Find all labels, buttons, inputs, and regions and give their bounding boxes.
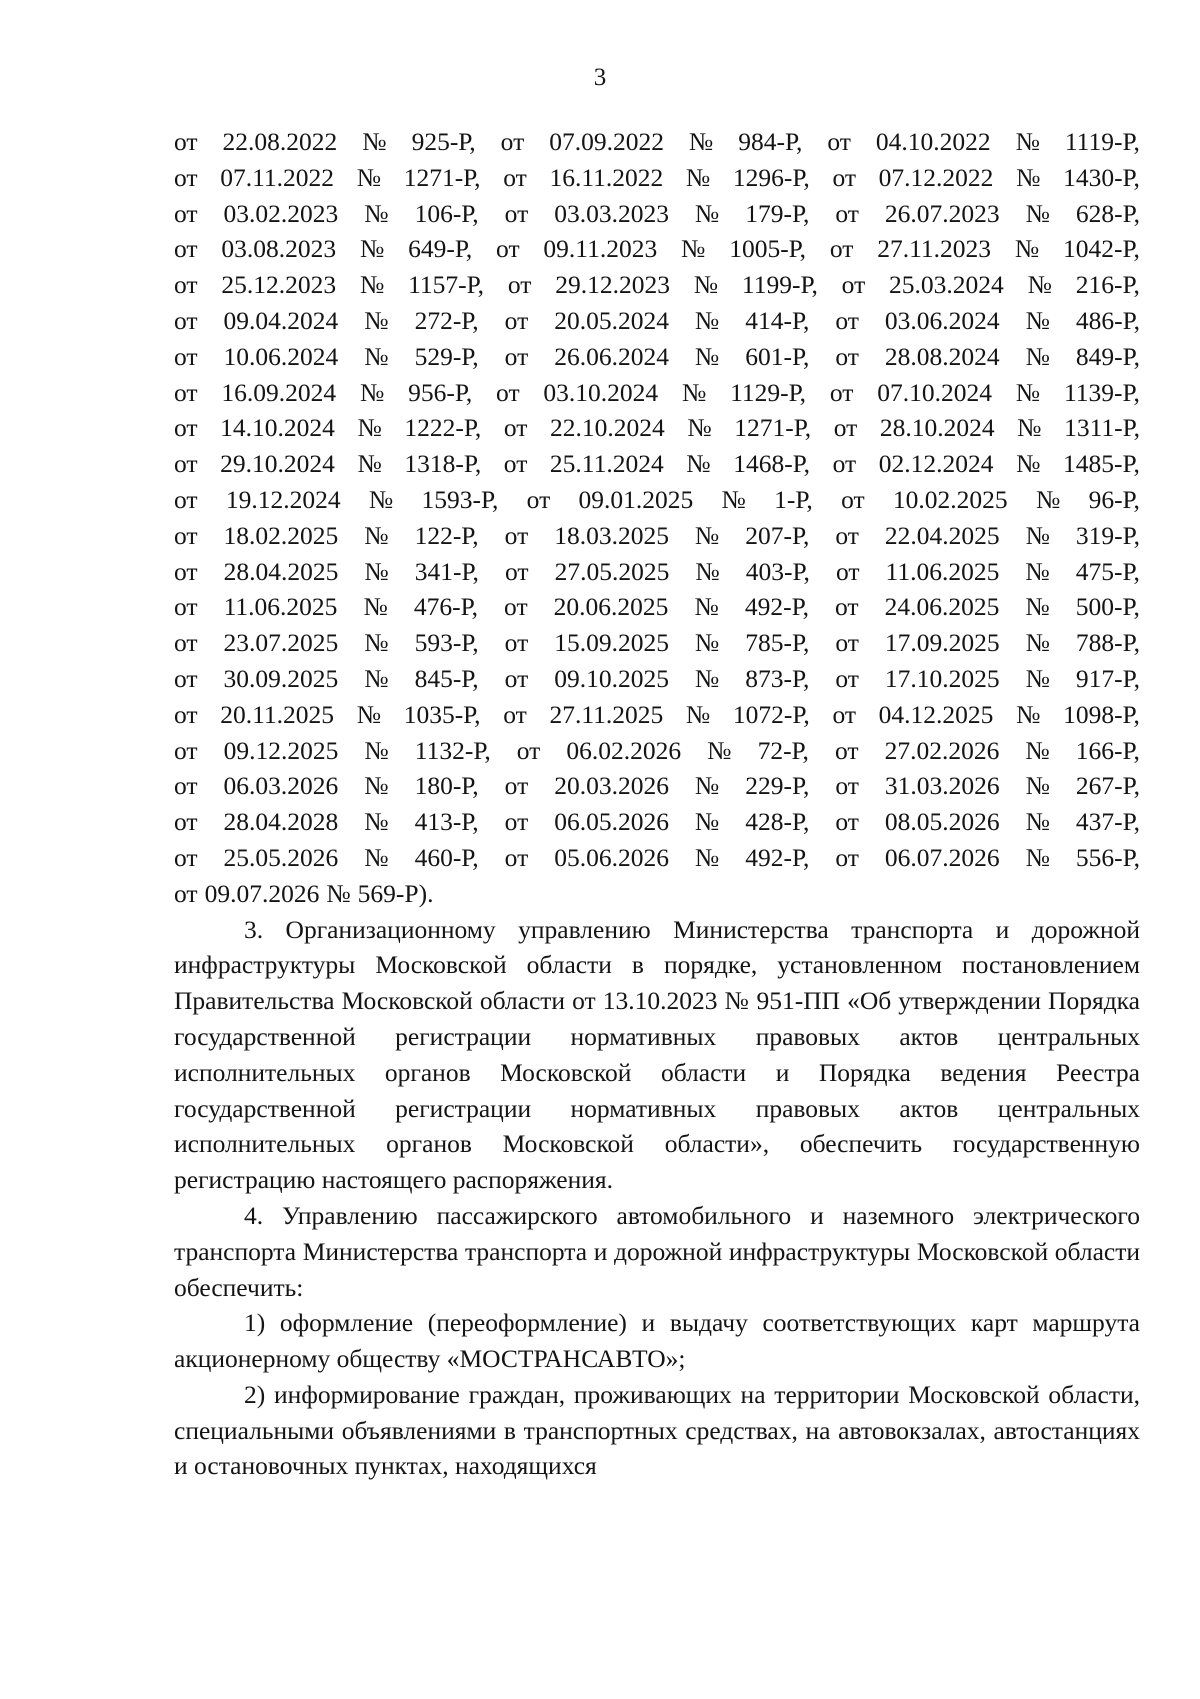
reference-token: от bbox=[174, 341, 198, 371]
reference-token: 11.06.2025 bbox=[885, 556, 1000, 586]
reference-token: № bbox=[1025, 592, 1050, 622]
reference-token: № bbox=[357, 413, 382, 443]
reference-token: № bbox=[695, 556, 720, 586]
reference-line bbox=[174, 124, 1140, 160]
reference-token: от bbox=[503, 699, 527, 729]
reference-token: № bbox=[1016, 699, 1041, 729]
reference-token: № bbox=[356, 162, 382, 192]
reference-token: № bbox=[364, 341, 389, 371]
reference-token: 25.03.2024 bbox=[889, 270, 1004, 300]
reference-token: № bbox=[1025, 520, 1050, 550]
reference-token: 1157-Р, bbox=[408, 270, 485, 300]
paragraph-4: 4. Управлению пассажирского автомобильного и наземного электрического транспорта Министерства транспорта и дорожной инфраструктуры Московской области обеспечить: bbox=[174, 1200, 1140, 1302]
reference-token: от bbox=[829, 377, 854, 407]
reference-token: от bbox=[174, 663, 198, 693]
reference-token: № bbox=[694, 520, 720, 550]
paragraph-3: 3. Организационному управлению Министерства транспорта и дорожной инфраструктуры Московской области в порядке, установленном постановлением Правительства Московской области от 13.10.2023 № 951-ПП «Об утверждении Порядка государственной регистрации нормативных правовых актов центральных исполнительных органов Московской области и Порядка ведения Реестра государственной регистрации нормативных правовых актов центральных исполнительных органов Московской области», обеспечить государственную регистрацию настоящего распоряжения. bbox=[174, 914, 1140, 1195]
reference-token: 1296-Р, bbox=[732, 162, 810, 192]
reference-token: от bbox=[504, 628, 529, 658]
reference-token: 428-Р, bbox=[745, 807, 810, 837]
reference-token: 25.12.2023 bbox=[221, 270, 337, 300]
reference-token: от bbox=[174, 556, 198, 586]
reference-token: № bbox=[356, 699, 382, 729]
reference-token: от bbox=[827, 127, 851, 156]
reference-token: 27.11.2023 bbox=[877, 234, 992, 264]
reference-token: 96-Р, bbox=[1088, 484, 1140, 514]
reference-token: 17.09.2025 bbox=[884, 628, 1000, 658]
reference-token: 08.05.2026 bbox=[884, 807, 1000, 837]
reference-token: от bbox=[503, 449, 528, 479]
reference-token: № bbox=[1025, 628, 1050, 658]
reference-token: 25.11.2024 bbox=[549, 449, 664, 479]
reference-token: от bbox=[504, 198, 529, 228]
reference-token: 925-Р, bbox=[411, 127, 476, 156]
reference-line bbox=[174, 840, 1140, 876]
reference-token: 22.10.2024 bbox=[549, 413, 665, 443]
reference-token: 1485-Р, bbox=[1062, 449, 1140, 479]
reference-token: 27.05.2025 bbox=[554, 556, 670, 586]
reference-token: 06.05.2026 bbox=[554, 807, 669, 837]
reference-line-last bbox=[174, 876, 1140, 912]
reference-token: от bbox=[174, 162, 198, 192]
document-body bbox=[174, 124, 1140, 1484]
reference-token: № bbox=[694, 628, 720, 658]
reference-token: от bbox=[832, 699, 856, 729]
reference-token: 229-Р, bbox=[745, 771, 810, 801]
reference-token: № bbox=[685, 162, 711, 192]
reference-token: 1271-Р, bbox=[734, 413, 812, 443]
reference-token: 1129-Р, bbox=[730, 377, 807, 407]
reference-token: от bbox=[503, 413, 528, 443]
reference-token: 26.07.2023 bbox=[884, 198, 1000, 228]
reference-token: от bbox=[504, 663, 529, 693]
reference-token: 04.10.2022 bbox=[875, 127, 991, 156]
reference-line bbox=[174, 303, 1140, 339]
reference-token: № bbox=[359, 270, 385, 300]
reference-token: 569-Р). bbox=[357, 878, 434, 908]
reference-token: 04.12.2025 bbox=[878, 699, 994, 729]
reference-line bbox=[174, 697, 1140, 733]
reference-token: 09.11.2023 bbox=[543, 234, 658, 264]
reference-token: от bbox=[496, 377, 520, 407]
reference-token: 1005-Р, bbox=[729, 234, 807, 264]
reference-token: № bbox=[368, 484, 394, 514]
reference-token: № bbox=[1025, 663, 1050, 693]
reference-line bbox=[174, 518, 1140, 554]
reference-token: 07.11.2022 bbox=[220, 162, 335, 192]
reference-token: 341-Р, bbox=[414, 556, 479, 586]
reference-token: от bbox=[841, 270, 866, 300]
reference-token: № bbox=[1016, 162, 1041, 192]
reference-token: 15.09.2025 bbox=[554, 628, 669, 658]
reference-token: № bbox=[364, 735, 389, 765]
reference-token: № bbox=[694, 663, 720, 693]
reference-token: 1468-Р, bbox=[733, 449, 811, 479]
reference-line bbox=[174, 410, 1140, 446]
reference-token: № bbox=[364, 520, 389, 550]
reference-token: 1-Р, bbox=[774, 484, 813, 514]
reference-token: № bbox=[359, 377, 385, 407]
reference-token: 20.03.2026 bbox=[554, 771, 669, 801]
reference-token: от bbox=[504, 341, 529, 371]
reference-token: от bbox=[834, 735, 859, 765]
reference-token: 27.02.2026 bbox=[884, 735, 1000, 765]
reference-token: 179-Р, bbox=[745, 198, 810, 228]
reference-token: от bbox=[835, 663, 859, 693]
reference-line bbox=[174, 482, 1140, 518]
reference-token: 16.11.2022 bbox=[549, 162, 664, 192]
reference-token: № bbox=[1025, 341, 1050, 371]
reference-token: 216-Р, bbox=[1075, 270, 1140, 300]
reference-token: 492-Р, bbox=[745, 842, 810, 872]
reference-token: 1311-Р, bbox=[1064, 413, 1140, 443]
reference-token: № bbox=[1015, 127, 1040, 156]
reference-token: 166-Р, bbox=[1075, 735, 1140, 765]
reference-token: от bbox=[504, 842, 529, 872]
reference-token: № bbox=[721, 484, 746, 514]
reference-token: 1222-Р, bbox=[404, 413, 482, 443]
reference-token: 19.12.2024 bbox=[225, 484, 341, 514]
reference-token: 1072-Р, bbox=[732, 699, 810, 729]
reference-token: № bbox=[681, 234, 706, 264]
reference-line bbox=[174, 625, 1140, 661]
reference-token: 11.06.2025 bbox=[223, 592, 338, 622]
reference-token: 05.06.2026 bbox=[554, 842, 669, 872]
reference-token: 18.02.2025 bbox=[223, 520, 339, 550]
reference-token: 09.12.2025 bbox=[223, 735, 339, 765]
reference-token: 984-Р, bbox=[738, 127, 803, 156]
reference-token: 917-Р, bbox=[1075, 663, 1140, 693]
reference-token: от bbox=[835, 842, 859, 872]
reference-token: 849-Р, bbox=[1075, 341, 1140, 371]
reference-token: 06.03.2026 bbox=[223, 771, 339, 801]
reference-token: № bbox=[1014, 234, 1040, 264]
reference-token: 1271-Р, bbox=[403, 162, 481, 192]
reference-token: 1119-Р, bbox=[1064, 127, 1140, 156]
reference-token: 413-Р, bbox=[414, 807, 479, 837]
reference-token: 03.06.2024 bbox=[884, 305, 1000, 335]
reference-token: от bbox=[174, 699, 198, 729]
reference-token: № bbox=[364, 663, 389, 693]
reference-token: 20.05.2024 bbox=[554, 305, 669, 335]
reference-token: 03.03.2023 bbox=[554, 198, 669, 228]
reference-token: № bbox=[681, 377, 707, 407]
reference-token: 1318-Р, bbox=[404, 449, 482, 479]
reference-token: № bbox=[694, 807, 720, 837]
reference-token: от bbox=[174, 377, 198, 407]
reference-token: 31.03.2026 bbox=[884, 771, 1000, 801]
reference-token: 414-Р, bbox=[745, 305, 810, 335]
reference-token: № bbox=[1025, 807, 1050, 837]
reference-token: 09.07.2026 bbox=[204, 878, 320, 908]
reference-token: 16.09.2024 bbox=[221, 377, 337, 407]
reference-token: 26.06.2024 bbox=[554, 341, 669, 371]
reference-token: от bbox=[496, 234, 520, 264]
reference-token: от bbox=[833, 413, 858, 443]
reference-token: № bbox=[1017, 413, 1042, 443]
reference-token: 18.03.2025 bbox=[554, 520, 669, 550]
reference-token: 03.10.2024 bbox=[543, 377, 659, 407]
reference-token: 09.04.2024 bbox=[223, 305, 339, 335]
reference-token: от bbox=[835, 807, 859, 837]
reference-token: № bbox=[362, 127, 387, 156]
reference-token: от bbox=[500, 127, 525, 156]
reference-token: № bbox=[1035, 484, 1061, 514]
reference-token: от bbox=[841, 484, 865, 514]
reference-token: № bbox=[1025, 842, 1050, 872]
reference-token: № bbox=[686, 449, 711, 479]
reference-token: 29.10.2024 bbox=[220, 449, 335, 479]
reference-token: 24.06.2025 bbox=[884, 592, 1000, 622]
reference-token: 788-Р, bbox=[1075, 628, 1140, 658]
reference-token: от bbox=[174, 807, 198, 837]
reference-token: 03.08.2023 bbox=[221, 234, 337, 264]
reference-token: от bbox=[174, 127, 198, 156]
reference-token: 437-Р, bbox=[1075, 807, 1140, 837]
reference-token: от bbox=[174, 735, 198, 765]
reference-token: от bbox=[504, 592, 528, 622]
reference-token: 28.04.2025 bbox=[223, 556, 339, 586]
reference-token: от bbox=[174, 771, 198, 801]
reference-token: 956-Р, bbox=[408, 377, 473, 407]
reference-token: от bbox=[835, 556, 860, 586]
reference-token: 556-Р, bbox=[1075, 842, 1140, 872]
reference-token: 785-Р, bbox=[745, 628, 810, 658]
reference-token: от bbox=[174, 842, 198, 872]
reference-token: 30.09.2025 bbox=[223, 663, 339, 693]
reference-token: 529-Р, bbox=[414, 341, 479, 371]
reference-line bbox=[174, 339, 1140, 375]
reference-token: № bbox=[694, 341, 720, 371]
reference-token: 475-Р, bbox=[1075, 556, 1140, 586]
reference-line bbox=[174, 733, 1140, 769]
reference-token: от bbox=[504, 305, 529, 335]
reference-token: № bbox=[1025, 556, 1050, 586]
reference-token: 09.10.2025 bbox=[554, 663, 669, 693]
reference-token: № bbox=[707, 735, 732, 765]
reference-token: от bbox=[504, 807, 529, 837]
reference-token: 319-Р, bbox=[1075, 520, 1140, 550]
reference-token: 1098-Р, bbox=[1063, 699, 1140, 729]
reference-token: 1035-Р, bbox=[403, 699, 481, 729]
reference-token: от bbox=[174, 628, 198, 658]
reference-token: 649-Р, bbox=[408, 234, 473, 264]
reference-token: 1430-Р, bbox=[1063, 162, 1140, 192]
reference-token: № bbox=[687, 413, 712, 443]
reference-token: от bbox=[174, 198, 198, 228]
reference-token: 28.10.2024 bbox=[879, 413, 995, 443]
reference-token: № bbox=[694, 842, 720, 872]
paragraph-4-item-2: 2) информирование граждан, проживающих на территории Московской области, специальными объявлениями в транспортных средствах, на автовокзалах, автостанциях и остановочных пунктах, находящихся bbox=[174, 1379, 1140, 1481]
reference-token: № bbox=[1027, 270, 1052, 300]
reference-token: 06.07.2026 bbox=[884, 842, 1000, 872]
reference-token: от bbox=[832, 449, 857, 479]
reference-token: от bbox=[835, 592, 859, 622]
reference-token: 25.05.2026 bbox=[223, 842, 339, 872]
paragraph-4-item-1: 1) оформление (переоформление) и выдачу соответствующих карт маршрута акционерному обществу «МОСТРАНСАВТО»; bbox=[174, 1308, 1140, 1374]
amendment-references bbox=[174, 124, 1140, 912]
reference-token: № bbox=[363, 592, 388, 622]
reference-token: от bbox=[835, 341, 859, 371]
reference-line bbox=[174, 589, 1140, 625]
reference-token: 20.06.2025 bbox=[553, 592, 669, 622]
reference-token: от bbox=[174, 878, 198, 908]
reference-line bbox=[174, 267, 1140, 303]
reference-token: № bbox=[359, 234, 385, 264]
reference-token: 09.01.2025 bbox=[578, 484, 694, 514]
reference-token: № bbox=[326, 878, 351, 908]
reference-token: от bbox=[174, 270, 198, 300]
reference-token: 07.09.2022 bbox=[549, 127, 664, 156]
reference-token: № bbox=[1025, 198, 1050, 228]
reference-token: от bbox=[835, 771, 859, 801]
reference-line bbox=[174, 375, 1140, 411]
reference-token: 1139-Р, bbox=[1063, 377, 1140, 407]
reference-token: № bbox=[1016, 449, 1041, 479]
reference-token: от bbox=[174, 449, 198, 479]
reference-token: 22.04.2025 bbox=[884, 520, 1000, 550]
reference-token: от bbox=[504, 520, 529, 550]
reference-token: 601-Р, bbox=[745, 341, 810, 371]
reference-token: 28.04.2028 bbox=[223, 807, 339, 837]
reference-token: № bbox=[364, 556, 389, 586]
reference-token: 28.08.2024 bbox=[884, 341, 1000, 371]
reference-token: 03.02.2023 bbox=[223, 198, 339, 228]
reference-token: 07.12.2022 bbox=[878, 162, 994, 192]
reference-token: 10.06.2024 bbox=[223, 341, 339, 371]
reference-token: от bbox=[174, 592, 198, 622]
reference-token: 180-Р, bbox=[414, 771, 479, 801]
reference-token: от bbox=[174, 520, 198, 550]
reference-token: 476-Р, bbox=[413, 592, 478, 622]
reference-line bbox=[174, 804, 1140, 840]
reference-token: 486-Р, bbox=[1075, 305, 1140, 335]
reference-token: 403-Р, bbox=[745, 556, 810, 586]
reference-token: № bbox=[694, 771, 720, 801]
reference-token: 845-Р, bbox=[414, 663, 479, 693]
reference-token: № bbox=[364, 807, 389, 837]
reference-token: 460-Р, bbox=[414, 842, 479, 872]
reference-token: № bbox=[364, 628, 389, 658]
reference-token: от bbox=[504, 771, 529, 801]
reference-token: № bbox=[694, 305, 720, 335]
reference-token: 07.10.2024 bbox=[877, 377, 992, 407]
reference-line bbox=[174, 196, 1140, 232]
reference-token: № bbox=[364, 842, 389, 872]
reference-token: № bbox=[1025, 771, 1050, 801]
reference-token: 02.12.2024 bbox=[878, 449, 994, 479]
reference-token: 29.12.2023 bbox=[555, 270, 670, 300]
reference-token: № bbox=[693, 270, 719, 300]
reference-token: 122-Р, bbox=[414, 520, 479, 550]
reference-token: 27.11.2025 bbox=[549, 699, 664, 729]
reference-line bbox=[174, 554, 1140, 590]
reference-token: от bbox=[174, 305, 198, 335]
reference-token: № bbox=[364, 771, 389, 801]
reference-token: 272-Р, bbox=[414, 305, 479, 335]
reference-token: 628-Р, bbox=[1075, 198, 1140, 228]
reference-token: от bbox=[829, 234, 854, 264]
reference-token: 267-Р, bbox=[1075, 771, 1140, 801]
reference-line bbox=[174, 661, 1140, 697]
reference-token: 14.10.2024 bbox=[220, 413, 335, 443]
reference-token: от bbox=[832, 162, 856, 192]
reference-token: 492-Р, bbox=[744, 592, 809, 622]
reference-token: № bbox=[1025, 305, 1050, 335]
reference-token: 72-Р, bbox=[757, 735, 809, 765]
reference-token: № bbox=[688, 127, 714, 156]
reference-token: 500-Р, bbox=[1075, 592, 1140, 622]
reference-token: 593-Р, bbox=[414, 628, 479, 658]
reference-token: 1199-Р, bbox=[741, 270, 818, 300]
reference-token: от bbox=[835, 198, 859, 228]
reference-token: от bbox=[174, 234, 198, 264]
reference-token: 06.02.2026 bbox=[566, 735, 682, 765]
reference-token: № bbox=[364, 198, 389, 228]
reference-token: от bbox=[835, 305, 859, 335]
reference-token: № bbox=[357, 449, 382, 479]
reference-line bbox=[174, 768, 1140, 804]
reference-token: 23.07.2025 bbox=[223, 628, 339, 658]
reference-token: № bbox=[1015, 377, 1041, 407]
reference-token: от bbox=[516, 735, 541, 765]
reference-token: от bbox=[835, 628, 859, 658]
reference-token: 207-Р, bbox=[745, 520, 810, 550]
reference-token: 20.11.2025 bbox=[220, 699, 335, 729]
reference-token: 10.02.2025 bbox=[892, 484, 1008, 514]
reference-token: от bbox=[526, 484, 551, 514]
reference-token: № bbox=[364, 305, 389, 335]
reference-token: 1593-Р, bbox=[421, 484, 499, 514]
reference-token: 17.10.2025 bbox=[884, 663, 1000, 693]
reference-token: от bbox=[504, 556, 529, 586]
reference-token: 22.08.2022 bbox=[222, 127, 338, 156]
reference-token: 1042-Р, bbox=[1063, 234, 1140, 264]
reference-token: от bbox=[507, 270, 532, 300]
reference-token: от bbox=[174, 484, 198, 514]
page-number: 3 bbox=[593, 64, 607, 91]
reference-token: № bbox=[694, 592, 719, 622]
reference-token: от bbox=[835, 520, 859, 550]
reference-token: 873-Р, bbox=[745, 663, 810, 693]
reference-line bbox=[174, 160, 1140, 196]
reference-token: от bbox=[503, 162, 527, 192]
reference-token: № bbox=[1025, 735, 1050, 765]
reference-line bbox=[174, 446, 1140, 482]
reference-token: от bbox=[174, 413, 198, 443]
reference-line bbox=[174, 231, 1140, 267]
reference-token: № bbox=[694, 198, 720, 228]
reference-token: 1132-Р, bbox=[414, 735, 491, 765]
reference-token: 106-Р, bbox=[414, 198, 479, 228]
reference-token: № bbox=[685, 699, 711, 729]
